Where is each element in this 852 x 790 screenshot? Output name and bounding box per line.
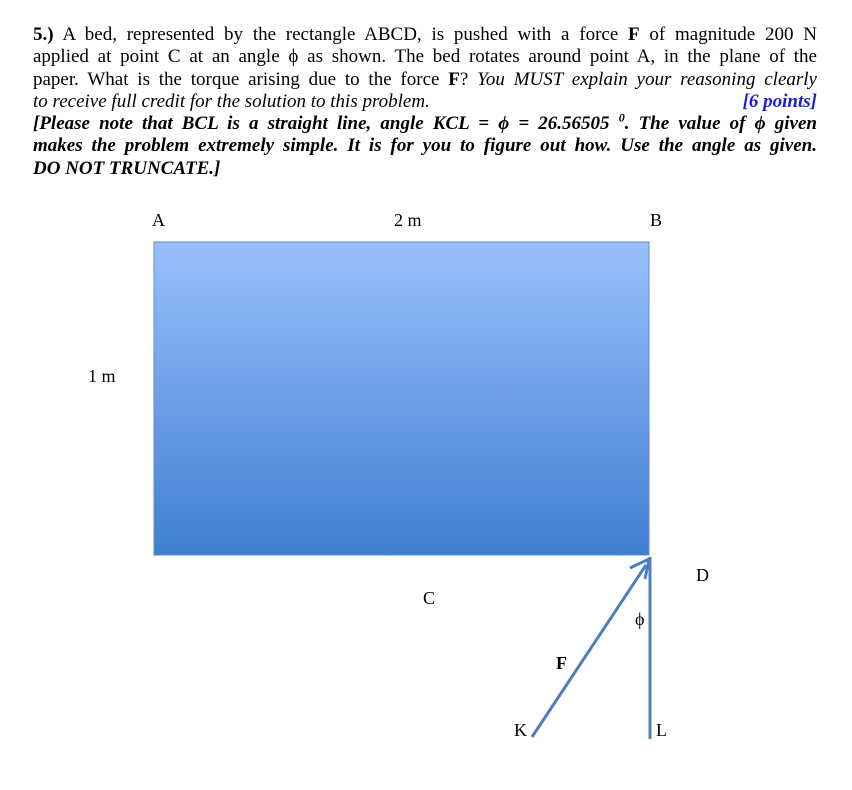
note-text-a: [Please note that BCL is a straight line, angle KCL = ϕ = 26.56505 bbox=[33, 113, 619, 135]
label-c: C bbox=[423, 588, 436, 608]
note-line-2: makes the problem extremely simple. It is for you to figure out how. Use the angle as given. bbox=[33, 135, 817, 157]
bed-rectangle bbox=[154, 242, 649, 555]
degree-mark: 0 bbox=[618, 110, 625, 125]
note-text-b: . The value of ϕ given bbox=[624, 113, 817, 135]
force-label: F bbox=[556, 653, 567, 673]
height-label: 1 m bbox=[88, 366, 116, 386]
label-l: L bbox=[656, 720, 667, 740]
line1-text-a: A bed, represented by the rectangle ABCD, is pushed with a force bbox=[62, 24, 629, 45]
points-badge: [6 points] bbox=[742, 90, 817, 112]
phi-label: ϕ bbox=[635, 609, 645, 629]
force-symbol-1: F bbox=[628, 24, 640, 45]
label-k: K bbox=[514, 720, 527, 740]
force-arrow-shaft bbox=[532, 565, 646, 737]
line4-italic: to receive full credit for the solution to this problem. bbox=[33, 90, 430, 112]
label-a: A bbox=[152, 210, 165, 230]
note-line-3: DO NOT TRUNCATE.] bbox=[33, 157, 221, 179]
problem-number: 5.) bbox=[33, 24, 54, 45]
problem-line-2: applied at point C at an angle ϕ as shown. The bed rotates around point A, in the plane of the bbox=[33, 46, 817, 68]
line3-text-b: ? bbox=[459, 68, 478, 90]
width-label: 2 m bbox=[394, 210, 422, 230]
line3-text-a: paper. What is the torque arising due to the force bbox=[33, 68, 449, 90]
label-b: B bbox=[650, 210, 663, 230]
line1-text-b: of magnitude 200 N bbox=[639, 24, 817, 45]
line3-italic: You MUST explain your reasoning clearly bbox=[477, 68, 817, 90]
force-symbol-2: F bbox=[448, 68, 460, 90]
label-d: D bbox=[696, 565, 709, 585]
